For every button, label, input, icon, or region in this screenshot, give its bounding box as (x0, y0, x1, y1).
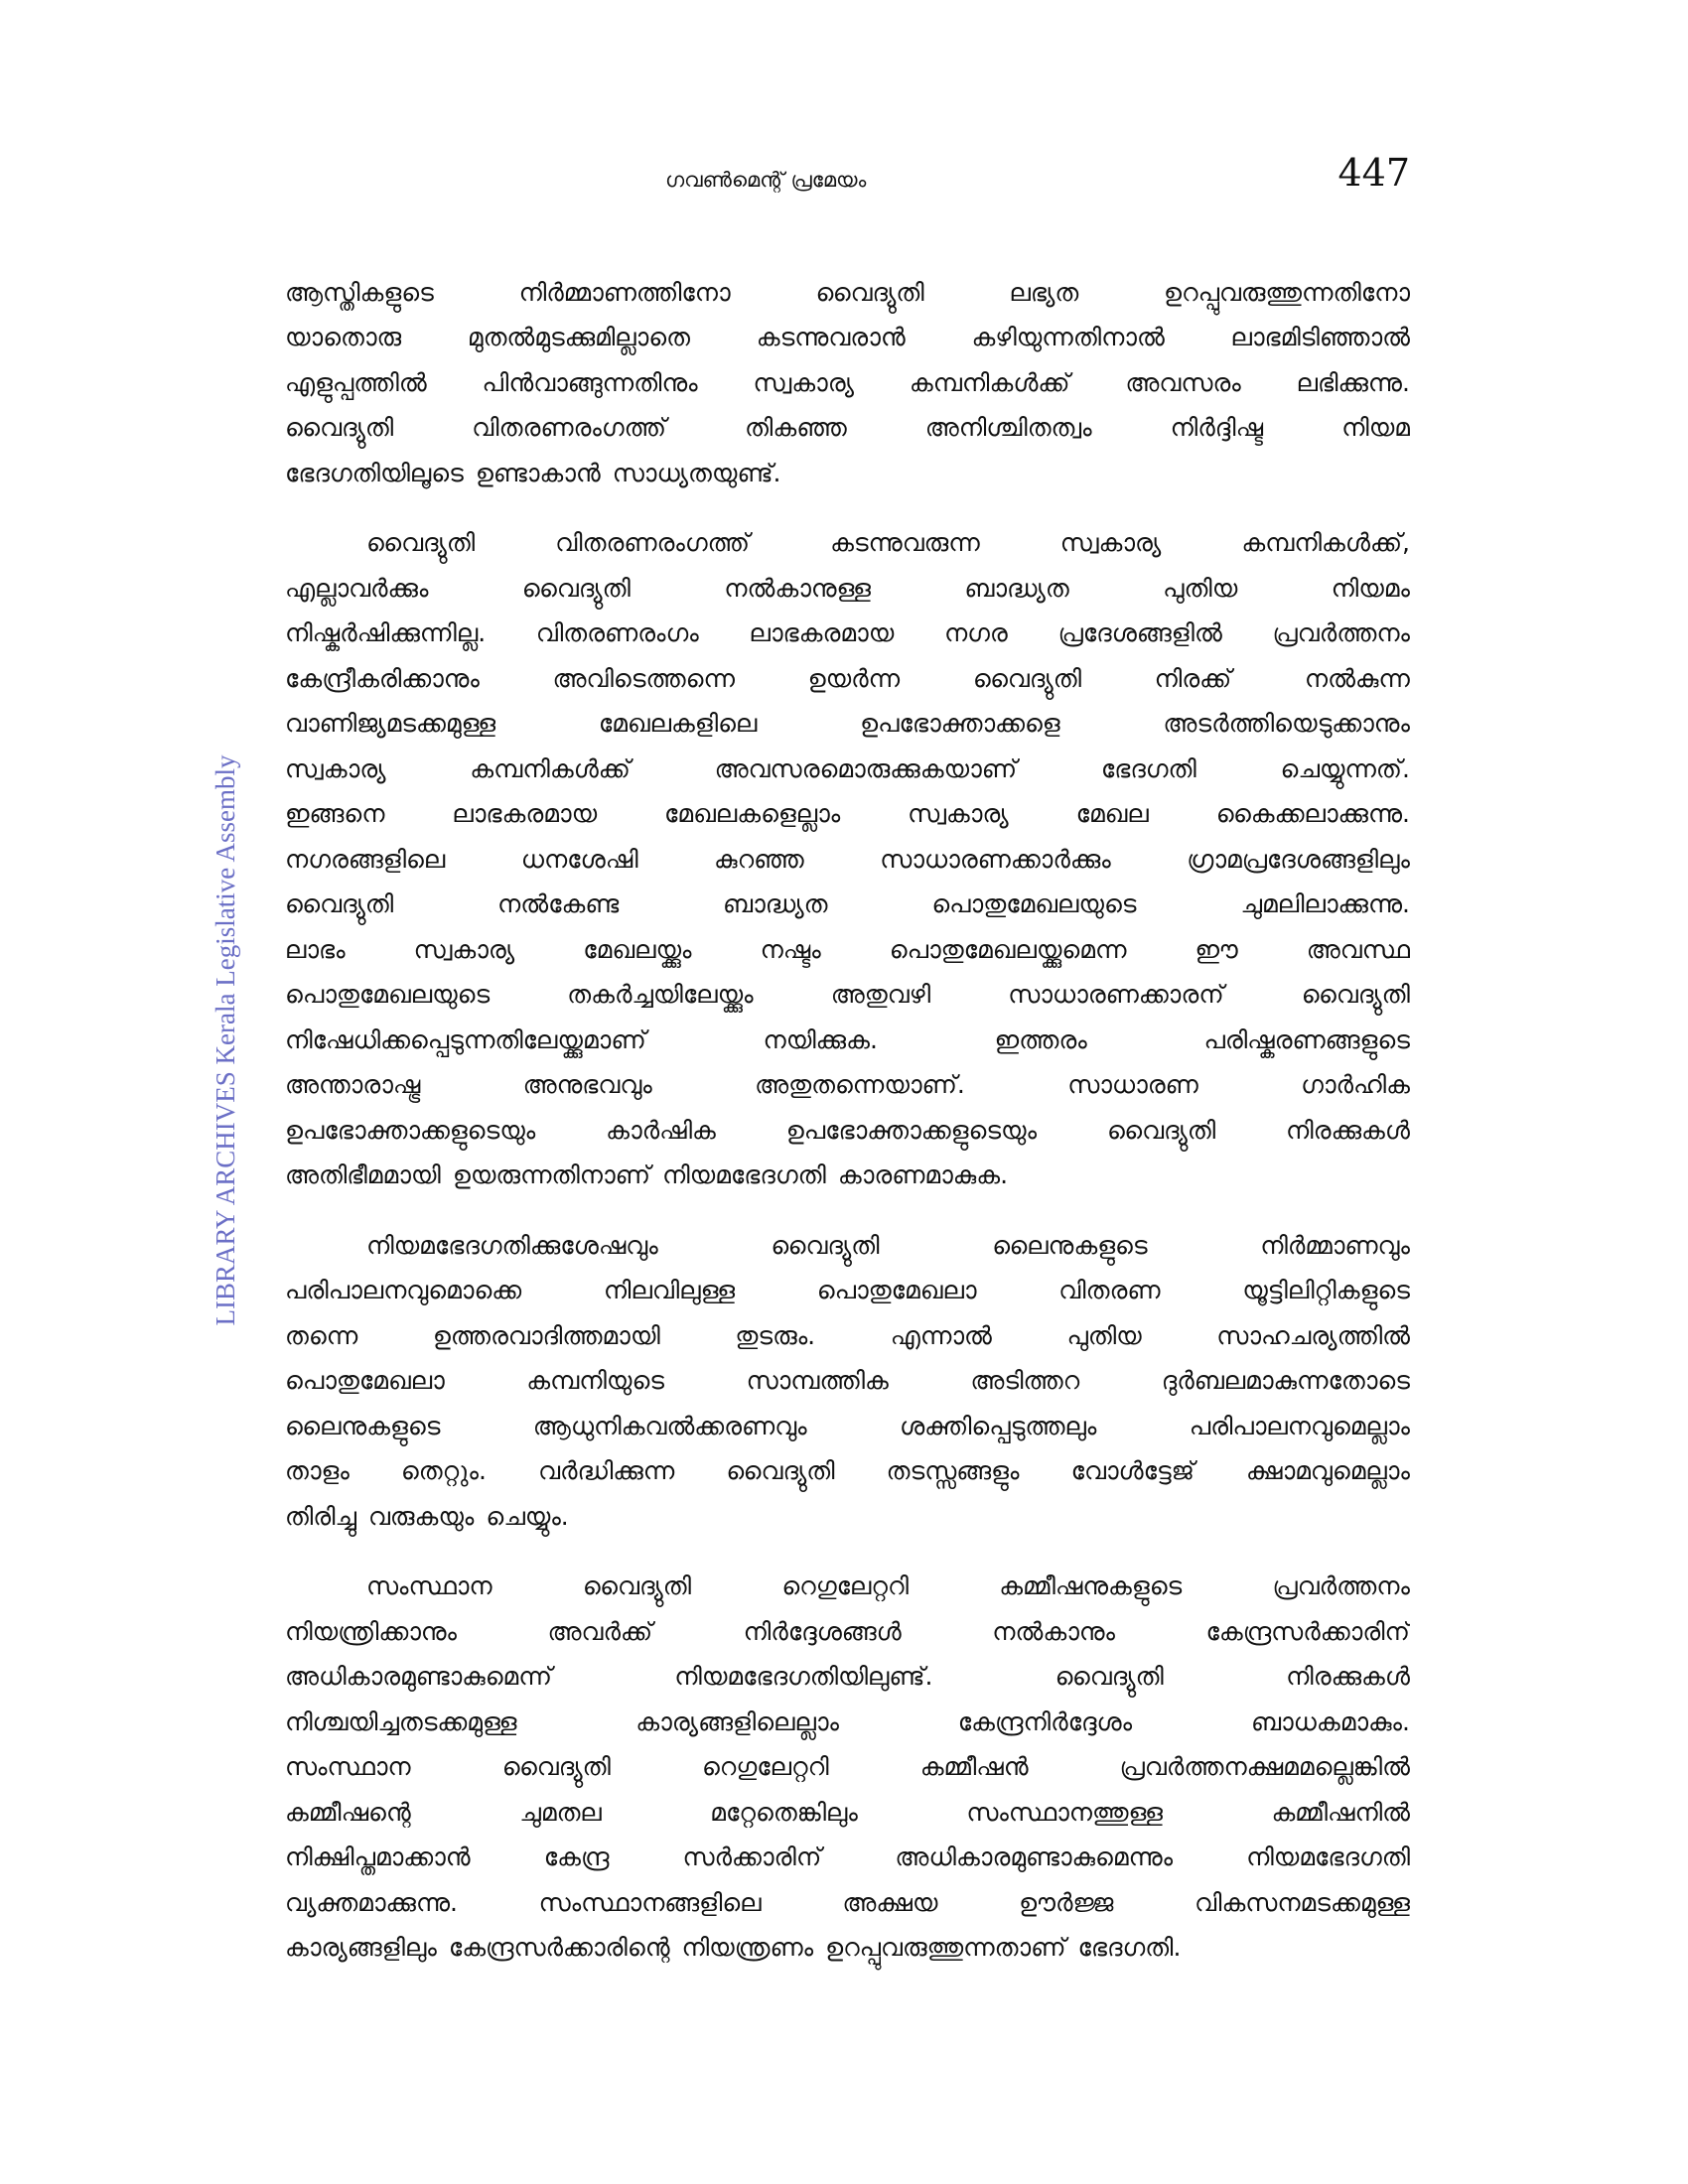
word: അതിഭീമമായി (285, 1160, 441, 1190)
paragraph-4 (285, 1565, 1410, 1972)
word: ലഭിക്കുന്നു. (1296, 367, 1410, 397)
word: വാണിജ്യമടക്കമുള്ള (285, 709, 496, 739)
word: ബാദ്ധ്യത (723, 889, 828, 919)
word: വികസനമടക്കമുള്ള (1195, 1887, 1410, 1917)
word: വൈദ്യുതി (726, 1456, 835, 1486)
word: വിതരണരംഗം (535, 618, 699, 648)
word: നൽകുന്ന (1304, 663, 1410, 693)
text-line (285, 406, 1410, 452)
word: ചുമതല (519, 1797, 602, 1827)
word: ദുർബലമാകുന്നതോടെ (1161, 1366, 1410, 1396)
word: സർക്കാരിന് (682, 1843, 822, 1872)
word: പരിപാലനവുമൊക്കെ (285, 1276, 522, 1305)
word: യാതൊരു (285, 323, 402, 352)
word: നിയന്ത്രണം (681, 1933, 814, 1963)
word: നിരക്കുകൾ (1286, 1662, 1410, 1692)
word: വൈദ്യുതി (972, 663, 1081, 693)
word: ആസ്തികളുടെ (285, 277, 434, 307)
word: സ്വകാര്യ (285, 753, 386, 783)
word: ഭേദഗതിയിലൂടെ (285, 458, 464, 487)
word: കമ്മീഷനുകളുടെ (999, 1571, 1183, 1601)
word: തെറ്റും. (400, 1456, 487, 1486)
word: നിയമം (1331, 573, 1410, 603)
text-line (285, 1223, 1410, 1269)
word: കേന്ദ്രീകരിക്കാനും (285, 663, 480, 693)
word: കേന്ദ്രനിർദ്ദേശം (957, 1706, 1133, 1736)
word: നിയമഭേദഗതി (662, 1160, 826, 1190)
word: ചെയ്യുന്നത്. (1280, 753, 1410, 783)
word: നഷ്ടം (760, 934, 821, 964)
text-line (285, 1313, 1410, 1359)
word: കാര്യങ്ങളിലെല്ലാം (635, 1706, 839, 1736)
word: പൊതുമേഖലാ (816, 1276, 977, 1305)
text-line (285, 1269, 1410, 1314)
word: കമ്പനികൾക്ക് (909, 367, 1070, 397)
word: ഗാർഹിക (1301, 1070, 1410, 1100)
page-header (0, 0, 1688, 228)
word: റെഗുലേറ്ററി (781, 1571, 910, 1601)
word: വിതരണരംഗത്ത് (472, 413, 667, 443)
word: സാമ്പത്തിക (746, 1366, 889, 1396)
word: താളം (285, 1456, 350, 1486)
word: മേഖല (1075, 799, 1149, 829)
text-line (285, 451, 1410, 496)
word: അവസരമൊരുക്കുകയാണ് (714, 753, 1018, 783)
word: അനുഭവവും (522, 1070, 652, 1100)
text-line (285, 360, 1410, 406)
word: സാധ്യതയുണ്ട്. (612, 458, 781, 487)
word: നിലവിലുള്ള (603, 1276, 736, 1305)
word: വൈദ്യുതി (1055, 1662, 1164, 1692)
word: നിർമ്മാണത്തിനോ (518, 277, 731, 307)
word: കാരണമാകുക. (837, 1160, 1009, 1190)
word: ലാഭം (285, 934, 346, 964)
word: സാധാരണ (1067, 1070, 1198, 1100)
word: വൈദ്യുതി (366, 528, 476, 558)
text-line (285, 1154, 1410, 1199)
word: വൈദ്യുതി (285, 413, 394, 443)
word: കമ്പനിയുടെ (526, 1366, 665, 1396)
word: ബാധകമാകും. (1250, 1706, 1410, 1736)
word: ഇത്തരം (994, 1024, 1087, 1054)
word: കമ്മീഷൻ (919, 1752, 1029, 1782)
word: മുതൽമുടക്കുമില്ലാതെ (467, 323, 690, 352)
word: റെഗുലേറ്ററി (701, 1752, 829, 1782)
word: കൈക്കലാക്കുന്നു. (1215, 799, 1410, 829)
word: പ്രവർത്തനം (1272, 618, 1410, 648)
text-line (285, 1880, 1410, 1926)
word: പൊതുമേഖലയുടെ (931, 889, 1137, 919)
word: എന്നാൽ (890, 1320, 992, 1350)
word: അവിടെത്തന്നെ (552, 663, 735, 693)
word: ഇങ്ങനെ (285, 799, 385, 829)
word: കഴിയുന്നതിനാൽ (971, 323, 1165, 352)
word: കടന്നുവരുന്ന (830, 528, 980, 558)
word: ശക്തിപ്പെടുത്തലും (899, 1411, 1097, 1440)
word: വർദ്ധിക്കുന്ന (538, 1456, 675, 1486)
word: കുറഞ്ഞ (714, 844, 804, 874)
word: വൈദ്യുതി (501, 1752, 611, 1782)
text-line (285, 1359, 1410, 1405)
word: കമ്മീഷന്റെ (285, 1797, 411, 1827)
word: നിക്ഷിപ്തമാക്കാൻ (285, 1843, 471, 1872)
word: നിയമഭേദഗതിക്കുശേഷവും (366, 1230, 658, 1260)
paragraph-3 (285, 1223, 1410, 1540)
word: സ്വകാര്യ (908, 799, 1009, 829)
text-line (285, 837, 1410, 883)
word: ഊർജ്ജ (1019, 1887, 1114, 1917)
word: ഭേദഗതി (1100, 753, 1196, 783)
word: കമ്പനികൾക്ക് (470, 753, 631, 783)
word: ചെയ്യും. (486, 1501, 569, 1531)
word: നിർദ്ദേശങ്ങൾ (743, 1616, 902, 1646)
text-line (285, 316, 1410, 361)
word: നൽകേണ്ട (497, 889, 620, 919)
word: ലഭ്യത (1009, 277, 1079, 307)
word: ലൈനുകളുടെ (285, 1411, 441, 1440)
word: ധനശേഷി (520, 844, 638, 874)
word: കാർഷിക (606, 1115, 716, 1145)
page-number: 447 (1337, 151, 1410, 195)
body-text (285, 270, 1410, 1995)
word: അടിത്തറ (970, 1366, 1080, 1396)
archive-stamp: LIBRARY ARCHIVES Kerala Legislative Assembly (211, 754, 240, 1326)
word: കേന്ദ്രസർക്കാരിന്റെ (448, 1933, 670, 1963)
word: കടന്നുവരാൻ (756, 323, 906, 352)
word: ചുമലിലാക്കുന്നു. (1240, 889, 1410, 919)
word: തികഞ്ഞ (745, 413, 847, 443)
running-head: ഗവൺമെന്റ് പ്രമേയം (665, 168, 867, 192)
text-line (285, 1790, 1410, 1836)
word: അധികാരമുണ്ടാകുമെന്നും (895, 1843, 1174, 1872)
word: വിതരണരംഗത്ത് (555, 528, 751, 558)
word: മേഖലകളിലെ (598, 709, 758, 739)
word: ആധുനികവൽക്കരണവും (532, 1411, 807, 1440)
word: മറ്റേതെങ്കിലും (710, 1797, 858, 1827)
word: തിരിച്ചു (285, 1501, 356, 1531)
word: നിർമ്മാണവും (1260, 1230, 1410, 1260)
word: ലാഭകരമായ (749, 618, 895, 648)
word: ഉറപ്പുവരുത്തുന്നതാണ് (825, 1933, 1066, 1963)
word: ക്ഷാമവുമെല്ലാം (1246, 1456, 1410, 1486)
word: സംസ്ഥാന (366, 1571, 492, 1601)
text-line (285, 1565, 1410, 1610)
word: പൊതുമേഖലയുടെ (285, 980, 491, 1010)
word: ബാദ്ധ്യത (964, 573, 1069, 603)
word: വൈദ്യുതി (521, 573, 631, 603)
word: വോൾട്ടേജ് (1070, 1456, 1195, 1486)
word: വരുകയും (367, 1501, 475, 1531)
text-line (285, 1926, 1410, 1972)
text-line (285, 792, 1410, 838)
word: വൈദ്യുതി (285, 889, 394, 919)
word: സാധാരണക്കാരന് (1008, 980, 1224, 1010)
word: അവസരം (1125, 367, 1241, 397)
word: ലാഭകരമായ (452, 799, 598, 829)
word: നിർദ്ദിഷ്ട (1170, 413, 1264, 443)
word: അതുതന്നെയാണ്. (755, 1070, 965, 1100)
word: യൂട്ടിലിറ്റികളുടെ (1242, 1276, 1410, 1305)
text-line (285, 656, 1410, 702)
word: തന്നെ (285, 1320, 358, 1350)
word: നഗര (943, 618, 1008, 648)
word: ഉപഭോക്താക്കളെ (860, 709, 1060, 739)
text-line (285, 612, 1410, 657)
word: അവർക്ക് (547, 1616, 653, 1646)
word: മേഖലകളെല്ലാം (664, 799, 841, 829)
paragraph-1 (285, 270, 1410, 496)
word: വൈദ്യുതി (582, 1571, 692, 1601)
word: നൽകാനുള്ള (724, 573, 871, 603)
word: നിയന്ത്രിക്കാനും (285, 1616, 458, 1646)
word: നിയമഭേദഗതിയിലുണ്ട്. (674, 1662, 933, 1692)
word: ഉയർന്ന (807, 663, 901, 693)
word: പുതിയ (1066, 1320, 1142, 1350)
word: പ്രദേശങ്ങളിൽ (1057, 618, 1222, 648)
word: വൈദ്യുതി (771, 1230, 880, 1260)
word: നഗരങ്ങളിലെ (285, 844, 446, 874)
text-line (285, 1836, 1410, 1881)
word: അക്ഷയ (842, 1887, 938, 1917)
word: തടസ്സങ്ങളും (886, 1456, 1020, 1486)
word: നിശ്ചയിച്ചതടക്കമുള്ള (285, 1706, 517, 1736)
word: അടർത്തിയെടുക്കാനും (1163, 709, 1410, 739)
word: ഈ (1195, 934, 1238, 964)
word: തകർച്ചയിലേയ്ക്കും (567, 980, 754, 1010)
word: നിഷ്കർഷിക്കുന്നില്ല. (285, 618, 487, 648)
word: ഉപഭോക്താക്കളുടെയും (785, 1115, 1038, 1145)
word: ഉയരുന്നതിനാണ് (452, 1160, 651, 1190)
paragraph-2 (285, 521, 1410, 1199)
word: അന്താരാഷ്ട്ര (285, 1070, 421, 1100)
word: പ്രവർത്തനക്ഷമമല്ലെങ്കിൽ (1119, 1752, 1410, 1782)
word: വിതരണ (1058, 1276, 1161, 1305)
word: കേന്ദ്ര (543, 1843, 610, 1872)
word: ഭേദഗതി. (1077, 1933, 1182, 1963)
word: വൈദ്യുതി (815, 277, 924, 307)
text-line (285, 270, 1410, 316)
word: നിരക്കുകൾ (1286, 1115, 1410, 1145)
text-line (285, 1404, 1410, 1449)
word: അതുവഴി (830, 980, 931, 1010)
word: എല്ലാവർക്കും (285, 573, 429, 603)
text-line (285, 747, 1410, 792)
word: പുതിയ (1163, 573, 1238, 603)
word: അധികാരമുണ്ടാകുമെന്ന് (285, 1662, 553, 1692)
text-line (285, 702, 1410, 748)
text-line (285, 1494, 1410, 1540)
word: ലൈനുകളുടെ (992, 1230, 1148, 1260)
text-line (285, 883, 1410, 928)
text-line (285, 1609, 1410, 1655)
word: പൊതുമേഖലാ (285, 1366, 445, 1396)
text-line (285, 1018, 1410, 1063)
text-line (285, 1745, 1410, 1791)
text-line (285, 1700, 1410, 1745)
word: മേഖലയ്ക്കും (583, 934, 692, 964)
word: തുടരും. (735, 1320, 816, 1350)
word: സാധാരണക്കാർക്കും (880, 844, 1111, 874)
word: പരിഷ്കരണങ്ങളുടെ (1203, 1024, 1410, 1054)
text-line (285, 927, 1410, 973)
word: പിൻവാങ്ങുന്നതിനും (482, 367, 698, 397)
word: നിയമഭേദഗതി (1246, 1843, 1410, 1872)
word: അവസ്ഥ (1306, 934, 1410, 964)
word: അനിശ്ചിതത്വം (924, 413, 1092, 443)
word: പ്രവർത്തനം (1272, 1571, 1410, 1601)
word: ഉപഭോക്താക്കളുടെയും (285, 1115, 536, 1145)
text-line (285, 1449, 1410, 1495)
word: വ്യക്തമാക്കുന്നു. (285, 1887, 458, 1917)
word: ഉത്തരവാദിത്തമായി (432, 1320, 660, 1350)
text-line (285, 1655, 1410, 1701)
word: കാര്യങ്ങളിലും (285, 1933, 437, 1963)
word: പൊതുമേഖലയ്ക്കുമെന്ന (889, 934, 1127, 964)
text-line (285, 566, 1410, 612)
word: എളുപ്പത്തിൽ (285, 367, 427, 397)
word: നിരക്ക് (1154, 663, 1232, 693)
word: കമ്പനികൾക്ക്, (1241, 528, 1410, 558)
text-line (285, 973, 1410, 1019)
word: സ്വകാര്യ (753, 367, 854, 397)
word: വൈദ്യുതി (1301, 980, 1410, 1010)
word: കമ്മീഷനിൽ (1271, 1797, 1410, 1827)
word: സംസ്ഥാനത്തുള്ള (966, 1797, 1163, 1827)
word: നൽകാനും (992, 1616, 1115, 1646)
word: സ്വകാര്യ (413, 934, 515, 964)
word: നിയമ (1341, 413, 1410, 443)
word: ഗ്രാമപ്രദേശങ്ങളിലും (1187, 844, 1410, 874)
word: സംസ്ഥാനങ്ങളിലെ (538, 1887, 762, 1917)
word: സംസ്ഥാന (285, 1752, 411, 1782)
word: ഉറപ്പുവരുത്തുന്നതിനോ (1164, 277, 1410, 307)
word: സ്വകാര്യ (1059, 528, 1162, 558)
word: ലാഭമിടിഞ്ഞാൽ (1230, 323, 1410, 352)
text-line (285, 1108, 1410, 1154)
word: നയിക്കുക. (763, 1024, 878, 1054)
word: സാഹചര്യത്തിൽ (1216, 1320, 1410, 1350)
word: പരിപാലനവുമെല്ലാം (1189, 1411, 1410, 1440)
word: ഉണ്ടാകാൻ (475, 458, 601, 487)
word: കേന്ദ്രസർക്കാരിന് (1205, 1616, 1410, 1646)
word: വൈദ്യുതി (1106, 1115, 1216, 1145)
text-line (285, 1063, 1410, 1109)
text-line (285, 521, 1410, 567)
word: നിഷേധിക്കപ്പെടുന്നതിലേയ്ക്കുമാണ് (285, 1024, 646, 1054)
